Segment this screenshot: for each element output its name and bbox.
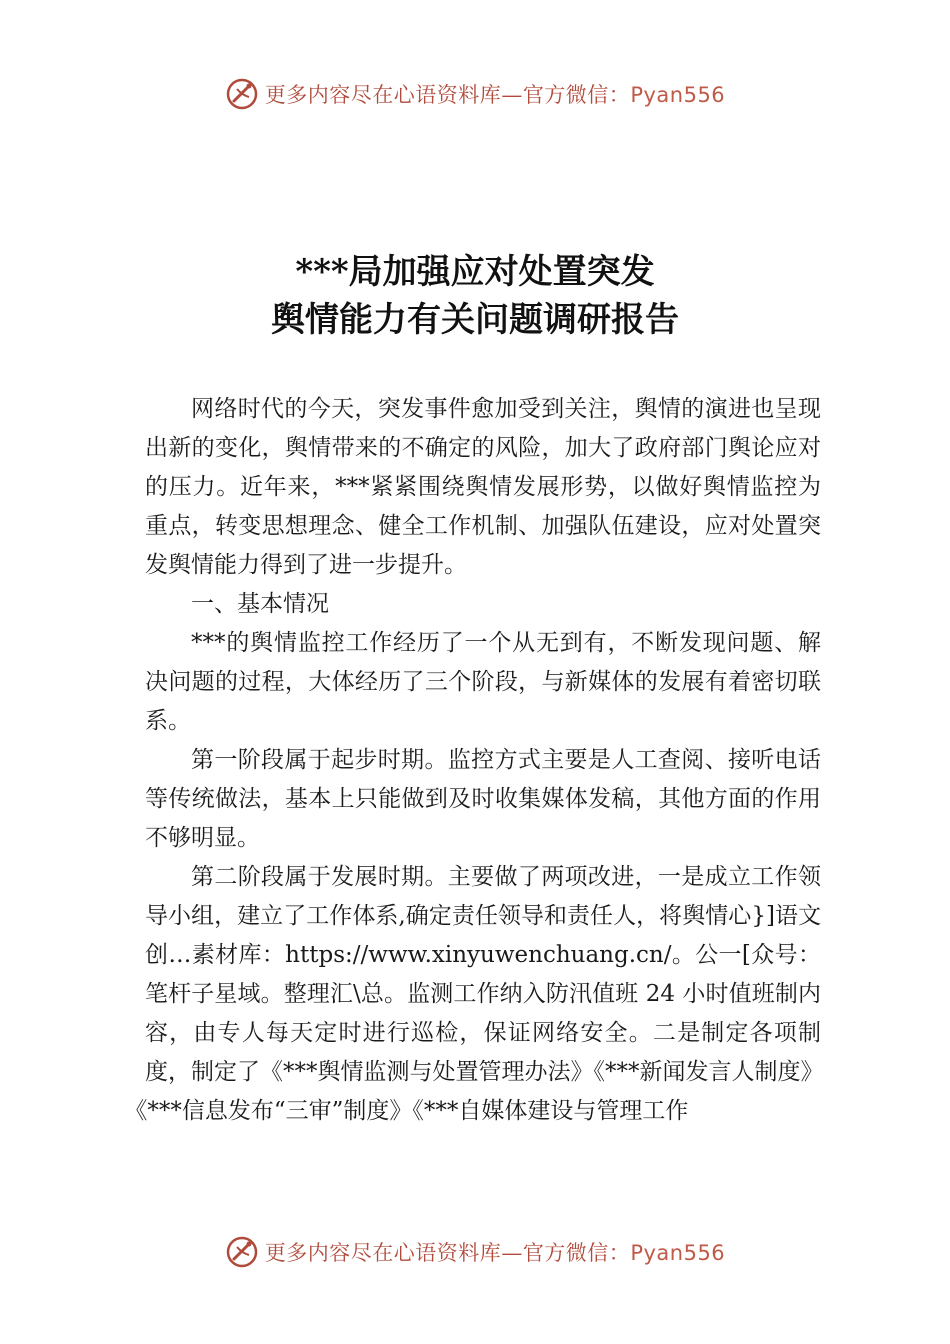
paragraph-continuation: 《***信息发布“三审”制度》《***自媒体建设与管理工作 xyxy=(124,1098,689,1124)
header-banner-id: Pyan556 xyxy=(630,83,726,107)
logo-icon xyxy=(225,77,259,111)
header-banner xyxy=(0,72,950,116)
header-banner-main: 更多内容尽在心语资料库 xyxy=(264,83,502,107)
footer-banner-text xyxy=(265,1237,725,1267)
section-heading: 一、基本情况 xyxy=(191,591,329,617)
paragraph-overview: ***的舆情监控工作经历了一个从无到有，不断发现问题、解决问题的过程，大体经历了三个阶段，与新媒体的发展有着密切联系。 xyxy=(145,630,821,734)
logo-icon xyxy=(225,1235,259,1269)
footer-banner-main: 更多内容尽在心语资料库 xyxy=(264,1241,502,1265)
footer-banner-sub: 官方微信： xyxy=(522,1241,631,1265)
title-line-1: ***局加强应对处置突发 xyxy=(295,252,655,292)
footer-banner-separator: — xyxy=(501,1241,523,1265)
title-line-2: 舆情能力有关问题调研报告 xyxy=(271,300,679,340)
header-banner-text xyxy=(265,79,725,109)
paragraph-stage-one: 第一阶段属于起步时期。监控方式主要是人工查阅、接听电话等传统做法，基本上只能做到及时收集媒体发稿，其他方面的作用不够明显。 xyxy=(145,747,821,851)
footer-banner xyxy=(0,1230,950,1274)
paragraph-intro: 网络时代的今天，突发事件愈加受到关注，舆情的演进也呈现出新的变化，舆情带来的不确定的风险，加大了政府部门舆论应对的压力。近年来，***紧紧围绕舆情发展形势，以做好舆情监控为重点，转变思想理念、健全工作机制、加强队伍建设，应对处置突发舆情能力得到了进一步提升。 xyxy=(145,396,821,578)
paragraph-stage-two: 第二阶段属于发展时期。主要做了两项改进，一是成立工作领导小组，建立了工作体系,确定责任领导和责任人，将舆情心}]语文创…素材库：https://www.xinyuwenchuang.cn/。公一[众号：笔杆子星域。整理汇\总。监测工作纳入防汛值班 24 小时值班制内容，由专人每天定时进行巡检，保证网络安全。二是制定各项制度，制定了《***舆情监测与处置管理办法》《***新闻发言人制度》 xyxy=(145,864,824,1085)
header-banner-sub: 官方微信： xyxy=(522,83,631,107)
footer-banner-id: Pyan556 xyxy=(630,1241,726,1265)
document-title xyxy=(0,248,950,344)
header-banner-separator: — xyxy=(501,83,523,107)
document-body xyxy=(124,390,824,1131)
